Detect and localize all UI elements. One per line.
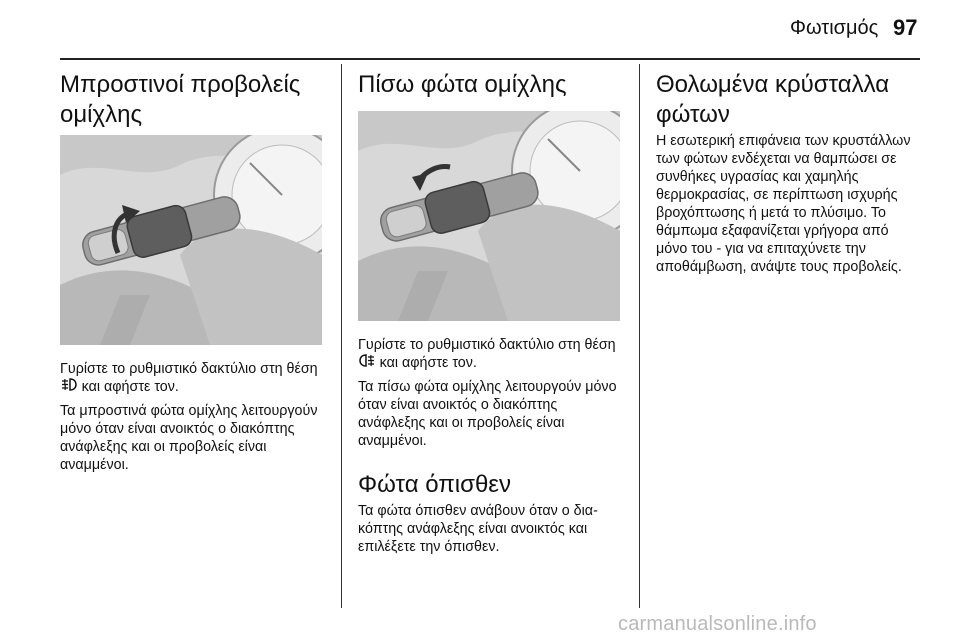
rear-fog-description: Τα πίσω φώτα ομίχλης λειτουργούν μόνο όταν είναι ανοικτός ο διακόπτης ανάφλεξης και οι προβολείς είναι αναμμένοι. bbox=[358, 379, 617, 449]
front-fog-description: Τα μπροστινά φώτα ομίχλης λειτουργούν μόνο όταν είναι ανοικτός ο διακόπτης ανάφλεξης και οι προβολείς είναι αναμμένοι. bbox=[60, 403, 318, 473]
header-divider bbox=[60, 58, 920, 60]
misted-lenses-description: Η εσωτερική επιφάνεια των κρυστάλλων των φώτων ενδέχεται να θαμπώσει σε συνθήκες υγρασίας και χαμηλής θερμοκρασίας, σε περίπτωση ισχυρής βροχόπτωσης ή μετά το πλύσιμο. Το θάμπωμα εξαφανίζεται γρήγορα από μόνο του - για να επιταχύνετε την αποθάμβωση, ανάψτε τους προβολείς. bbox=[656, 133, 911, 275]
watermark: carmanualsonline.info bbox=[618, 613, 817, 635]
front-fog-heading: Μπροστινοί προβολείς ομίχλης bbox=[60, 71, 301, 128]
front-fog-light-icon bbox=[60, 379, 82, 394]
rear-fog-instruction-b: και αφήστε τον. bbox=[379, 355, 477, 371]
rear-fog-light-icon bbox=[358, 355, 380, 370]
rear-fog-instruction-a: Γυρίστε το ρυθμιστικό δακτύλιο στη θέση bbox=[358, 337, 616, 353]
reversing-lights-heading: Φώτα όπισθεν bbox=[358, 471, 511, 498]
front-fog-instruction-a: Γυρίστε το ρυθμιστικό δακτύλιο στη θέση bbox=[60, 361, 318, 377]
rear-fog-instruction bbox=[358, 336, 620, 372]
stalk-switch-drawing bbox=[60, 135, 322, 345]
page-number: 97 bbox=[893, 15, 918, 40]
misted-lenses-section bbox=[656, 70, 918, 276]
section-title: Φωτισμός bbox=[790, 17, 879, 39]
front-fog-instruction-b: και αφήστε τον. bbox=[81, 379, 179, 395]
stalk-switch-drawing bbox=[358, 111, 620, 321]
front-fog-illustration bbox=[60, 135, 322, 345]
rear-fog-section bbox=[358, 70, 620, 100]
reversing-lights-description: Τα φώτα όπισθεν ανάβουν όταν ο διακόπτης ανάφλεξης είναι ανοικτός και επιλέξετε την όπισθεν. bbox=[358, 503, 598, 555]
front-fog-section bbox=[60, 70, 322, 130]
front-fog-instruction bbox=[60, 360, 322, 396]
misted-lenses-heading: Θολωμένα κρύσταλλα φώτων bbox=[656, 71, 890, 128]
rear-fog-text bbox=[358, 336, 620, 556]
rear-fog-heading: Πίσω φώτα ομίχλης bbox=[358, 71, 567, 98]
front-fog-text bbox=[60, 360, 322, 474]
column-divider bbox=[341, 64, 342, 608]
column-divider bbox=[639, 64, 640, 608]
rear-fog-illustration bbox=[358, 111, 620, 321]
